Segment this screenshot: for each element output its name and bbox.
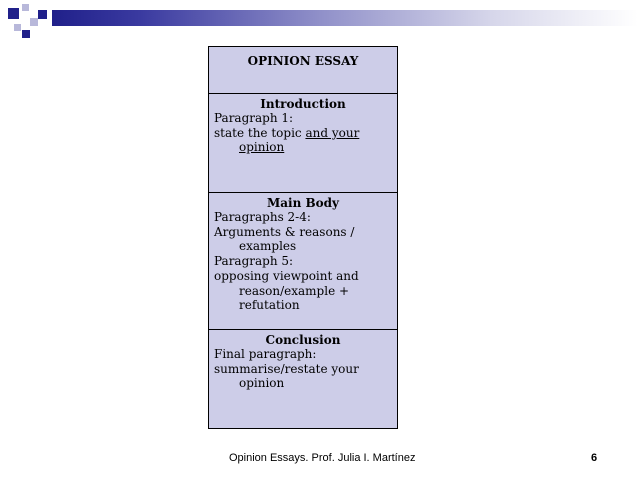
- section-line: examples: [239, 239, 297, 254]
- underlined-text: opinion: [239, 140, 285, 155]
- essay-outline-table: [208, 46, 398, 429]
- section-line: summarise/restate your: [214, 361, 359, 376]
- outline-title: OPINION ESSAY: [247, 54, 359, 68]
- section-line: refutation: [239, 298, 300, 313]
- table-row-title: [209, 47, 397, 93]
- decor-square: [22, 30, 30, 38]
- slide-footer: Opinion Essays. Prof. Julia I. Martínez: [229, 452, 416, 464]
- decor-square: [14, 24, 21, 31]
- section-heading-introduction: Introduction: [260, 97, 346, 111]
- decor-square: [30, 18, 38, 26]
- underlined-text: and your: [305, 125, 360, 140]
- section-heading-conclusion: Conclusion: [265, 333, 341, 347]
- page-number: 6: [591, 452, 598, 464]
- table-row-main-body: [209, 192, 397, 329]
- section-line: Paragraph 5:: [214, 254, 294, 269]
- table-row-conclusion: [209, 329, 397, 430]
- section-heading-main-body: Main Body: [266, 196, 340, 210]
- table-row-introduction: [209, 93, 397, 192]
- section-line: Final paragraph:: [214, 347, 317, 361]
- header-gradient-bar: [52, 10, 638, 26]
- section-line: reason/example +: [239, 283, 350, 298]
- section-line: Arguments & reasons /: [214, 224, 355, 239]
- section-line: [209, 126, 397, 141]
- section-line: opinion: [239, 376, 285, 391]
- section-line: Paragraph 1:: [214, 111, 294, 125]
- decor-square: [22, 4, 29, 11]
- section-line-part: state the topic: [214, 125, 306, 140]
- section-line: Paragraphs 2-4:: [214, 210, 311, 224]
- decor-square: [8, 8, 19, 19]
- section-line: opposing viewpoint and: [214, 268, 359, 283]
- decor-square: [38, 10, 47, 19]
